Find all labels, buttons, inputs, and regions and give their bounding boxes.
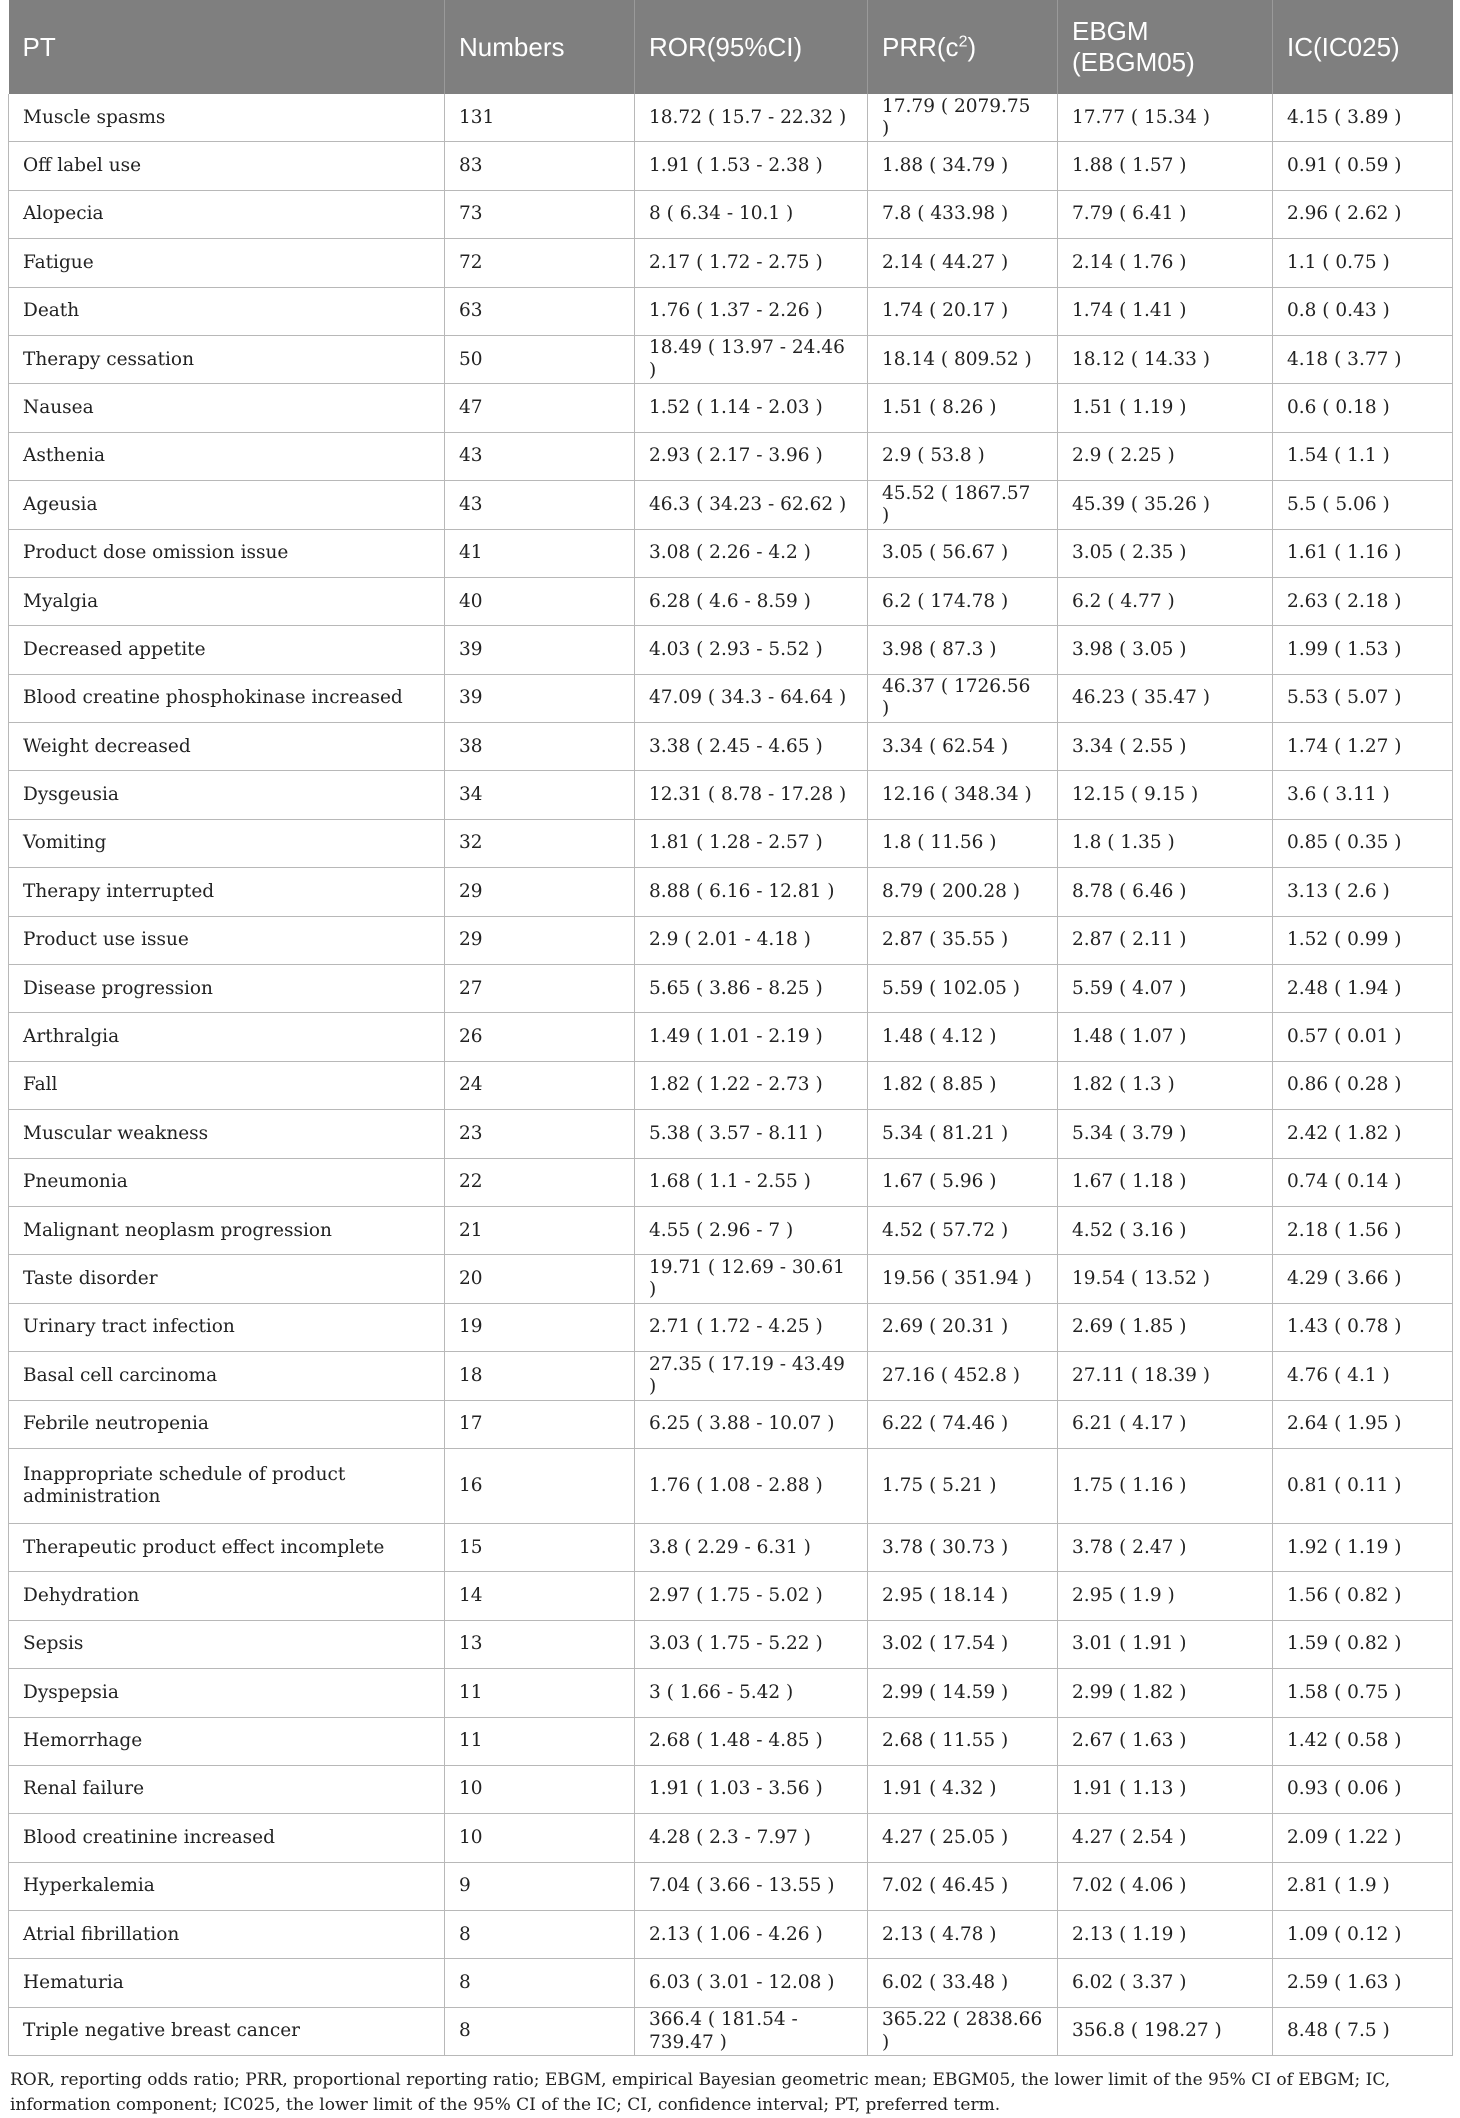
table-row (9, 674, 1453, 722)
cell-ror: 3 ( 1.66 - 5.42 ) (635, 1669, 868, 1717)
table-row (9, 1400, 1453, 1448)
cell-ebgm: 5.59 ( 4.07 ) (1058, 965, 1273, 1013)
cell-ebgm: 1.48 ( 1.07 ) (1058, 1013, 1273, 1061)
cell-ic: 2.59 ( 1.63 ) (1273, 1959, 1453, 2007)
cell-ic: 1.58 ( 0.75 ) (1273, 1669, 1453, 1717)
cell-numbers: 10 (445, 1765, 635, 1813)
cell-ebgm: 2.14 ( 1.76 ) (1058, 239, 1273, 287)
cell-ebgm: 2.95 ( 1.9 ) (1058, 1572, 1273, 1620)
cell-prr: 1.74 ( 20.17 ) (868, 287, 1058, 335)
cell-numbers: 21 (445, 1206, 635, 1254)
cell-prr: 3.02 ( 17.54 ) (868, 1620, 1058, 1668)
cell-ebgm: 2.13 ( 1.19 ) (1058, 1911, 1273, 1959)
cell-ror: 18.49 ( 13.97 - 24.46 ) (635, 335, 868, 383)
cell-ror: 2.71 ( 1.72 - 4.25 ) (635, 1303, 868, 1351)
cell-ebgm: 2.69 ( 1.85 ) (1058, 1303, 1273, 1351)
table-row (9, 723, 1453, 771)
cell-numbers: 39 (445, 674, 635, 722)
cell-ror: 2.13 ( 1.06 - 4.26 ) (635, 1911, 868, 1959)
cell-ror: 3.38 ( 2.45 - 4.65 ) (635, 723, 868, 771)
table-row (9, 481, 1453, 529)
cell-pt: Hemorrhage (9, 1717, 445, 1765)
cell-pt: Death (9, 287, 445, 335)
cell-pt: Blood creatinine increased (9, 1814, 445, 1862)
cell-numbers: 20 (445, 1255, 635, 1303)
cell-ror: 1.81 ( 1.28 - 2.57 ) (635, 819, 868, 867)
cell-ebgm: 3.34 ( 2.55 ) (1058, 723, 1273, 771)
cell-ror: 2.17 ( 1.72 - 2.75 ) (635, 239, 868, 287)
cell-ebgm: 27.11 ( 18.39 ) (1058, 1352, 1273, 1400)
table-row (9, 1523, 1453, 1571)
cell-prr: 3.05 ( 56.67 ) (868, 529, 1058, 577)
cell-ror: 6.25 ( 3.88 - 10.07 ) (635, 1400, 868, 1448)
header-prr (868, 0, 1058, 94)
cell-prr: 46.37 ( 1726.56 ) (868, 674, 1058, 722)
cell-ebgm: 3.01 ( 1.91 ) (1058, 1620, 1273, 1668)
cell-ror: 1.91 ( 1.03 - 3.56 ) (635, 1765, 868, 1813)
cell-prr: 365.22 ( 2838.66 ) (868, 2007, 1058, 2055)
cell-ebgm: 2.99 ( 1.82 ) (1058, 1669, 1273, 1717)
cell-ic: 1.74 ( 1.27 ) (1273, 723, 1453, 771)
cell-pt: Myalgia (9, 577, 445, 625)
cell-ror: 1.68 ( 1.1 - 2.55 ) (635, 1158, 868, 1206)
cell-prr: 1.51 ( 8.26 ) (868, 384, 1058, 432)
cell-ror: 47.09 ( 34.3 - 64.64 ) (635, 674, 868, 722)
cell-ror: 19.71 ( 12.69 - 30.61 ) (635, 1255, 868, 1303)
cell-ror: 8 ( 6.34 - 10.1 ) (635, 190, 868, 238)
cell-ebgm: 19.54 ( 13.52 ) (1058, 1255, 1273, 1303)
cell-prr: 6.2 ( 174.78 ) (868, 577, 1058, 625)
cell-pt: Muscular weakness (9, 1110, 445, 1158)
cell-ic: 1.1 ( 0.75 ) (1273, 239, 1453, 287)
table-body (9, 94, 1453, 2056)
cell-prr: 1.91 ( 4.32 ) (868, 1765, 1058, 1813)
cell-prr: 1.8 ( 11.56 ) (868, 819, 1058, 867)
cell-prr: 4.52 ( 57.72 ) (868, 1206, 1058, 1254)
cell-numbers: 27 (445, 965, 635, 1013)
table-row (9, 868, 1453, 916)
table-row (9, 1013, 1453, 1061)
cell-numbers: 40 (445, 577, 635, 625)
cell-pt: Urinary tract infection (9, 1303, 445, 1351)
cell-ebgm: 1.88 ( 1.57 ) (1058, 142, 1273, 190)
cell-numbers: 72 (445, 239, 635, 287)
table-row (9, 287, 1453, 335)
table-row (9, 1352, 1453, 1400)
cell-ic: 2.96 ( 2.62 ) (1273, 190, 1453, 238)
cell-numbers: 14 (445, 1572, 635, 1620)
cell-numbers: 22 (445, 1158, 635, 1206)
results-table (8, 0, 1453, 2056)
table-row (9, 577, 1453, 625)
header-numbers: Numbers (445, 0, 635, 94)
cell-prr: 45.52 ( 1867.57 ) (868, 481, 1058, 529)
header-ror: ROR(95%CI) (635, 0, 868, 94)
cell-ror: 4.55 ( 2.96 - 7 ) (635, 1206, 868, 1254)
cell-pt: Decreased appetite (9, 626, 445, 674)
cell-numbers: 26 (445, 1013, 635, 1061)
cell-ic: 3.6 ( 3.11 ) (1273, 771, 1453, 819)
cell-ic: 2.63 ( 2.18 ) (1273, 577, 1453, 625)
cell-prr: 2.13 ( 4.78 ) (868, 1911, 1058, 1959)
cell-ebgm: 1.67 ( 1.18 ) (1058, 1158, 1273, 1206)
cell-ror: 4.03 ( 2.93 - 5.52 ) (635, 626, 868, 674)
cell-pt: Therapy interrupted (9, 868, 445, 916)
table-row (9, 1303, 1453, 1351)
cell-pt: Muscle spasms (9, 94, 445, 142)
table-row (9, 1158, 1453, 1206)
cell-prr: 7.8 ( 433.98 ) (868, 190, 1058, 238)
cell-ic: 2.42 ( 1.82 ) (1273, 1110, 1453, 1158)
cell-ic: 0.81 ( 0.11 ) (1273, 1448, 1453, 1523)
cell-ic: 5.53 ( 5.07 ) (1273, 674, 1453, 722)
cell-ic: 0.91 ( 0.59 ) (1273, 142, 1453, 190)
cell-ebgm: 1.91 ( 1.13 ) (1058, 1765, 1273, 1813)
cell-pt: Basal cell carcinoma (9, 1352, 445, 1400)
cell-numbers: 73 (445, 190, 635, 238)
cell-numbers: 41 (445, 529, 635, 577)
cell-numbers: 9 (445, 1862, 635, 1910)
cell-pt: Hematuria (9, 1959, 445, 2007)
cell-prr: 2.87 ( 35.55 ) (868, 916, 1058, 964)
cell-ic: 5.5 ( 5.06 ) (1273, 481, 1453, 529)
cell-prr: 1.75 ( 5.21 ) (868, 1448, 1058, 1523)
cell-ic: 3.13 ( 2.6 ) (1273, 868, 1453, 916)
cell-ic: 2.48 ( 1.94 ) (1273, 965, 1453, 1013)
cell-ror: 6.03 ( 3.01 - 12.08 ) (635, 1959, 868, 2007)
cell-pt: Nausea (9, 384, 445, 432)
header-prr-main: PRR(c (882, 31, 959, 62)
cell-prr: 6.22 ( 74.46 ) (868, 1400, 1058, 1448)
cell-ebgm: 12.15 ( 9.15 ) (1058, 771, 1273, 819)
cell-prr: 3.78 ( 30.73 ) (868, 1523, 1058, 1571)
header-prr-superscript: 2 (958, 32, 968, 50)
cell-numbers: 23 (445, 1110, 635, 1158)
cell-ic: 4.18 ( 3.77 ) (1273, 335, 1453, 383)
cell-ebgm: 2.87 ( 2.11 ) (1058, 916, 1273, 964)
cell-ic: 0.86 ( 0.28 ) (1273, 1061, 1453, 1109)
table-row (9, 384, 1453, 432)
cell-prr: 1.67 ( 5.96 ) (868, 1158, 1058, 1206)
cell-numbers: 34 (445, 771, 635, 819)
cell-ror: 1.91 ( 1.53 - 2.38 ) (635, 142, 868, 190)
cell-ic: 0.57 ( 0.01 ) (1273, 1013, 1453, 1061)
cell-numbers: 43 (445, 432, 635, 480)
cell-ebgm: 2.9 ( 2.25 ) (1058, 432, 1273, 480)
cell-numbers: 11 (445, 1717, 635, 1765)
cell-ror: 5.38 ( 3.57 - 8.11 ) (635, 1110, 868, 1158)
cell-numbers: 19 (445, 1303, 635, 1351)
cell-ebgm: 1.51 ( 1.19 ) (1058, 384, 1273, 432)
cell-ebgm: 7.79 ( 6.41 ) (1058, 190, 1273, 238)
cell-ic: 0.6 ( 0.18 ) (1273, 384, 1453, 432)
cell-ror: 5.65 ( 3.86 - 8.25 ) (635, 965, 868, 1013)
cell-pt: Inappropriate schedule of product administration (9, 1448, 445, 1523)
table-row (9, 1572, 1453, 1620)
cell-pt: Dyspepsia (9, 1669, 445, 1717)
cell-numbers: 29 (445, 916, 635, 964)
cell-pt: Atrial fibrillation (9, 1911, 445, 1959)
table-row (9, 142, 1453, 190)
cell-pt: Hyperkalemia (9, 1862, 445, 1910)
cell-ebgm: 2.67 ( 1.63 ) (1058, 1717, 1273, 1765)
cell-prr: 2.95 ( 18.14 ) (868, 1572, 1058, 1620)
cell-ebgm: 1.82 ( 1.3 ) (1058, 1061, 1273, 1109)
table-row (9, 94, 1453, 142)
cell-ror: 3.03 ( 1.75 - 5.22 ) (635, 1620, 868, 1668)
cell-ebgm: 6.21 ( 4.17 ) (1058, 1400, 1273, 1448)
cell-ic: 1.42 ( 0.58 ) (1273, 1717, 1453, 1765)
table-row (9, 916, 1453, 964)
cell-ic: 1.52 ( 0.99 ) (1273, 916, 1453, 964)
cell-ror: 27.35 ( 17.19 - 43.49 ) (635, 1352, 868, 1400)
cell-prr: 5.59 ( 102.05 ) (868, 965, 1058, 1013)
cell-ic: 1.43 ( 0.78 ) (1273, 1303, 1453, 1351)
cell-prr: 8.79 ( 200.28 ) (868, 868, 1058, 916)
cell-prr: 18.14 ( 809.52 ) (868, 335, 1058, 383)
cell-ic: 1.59 ( 0.82 ) (1273, 1620, 1453, 1668)
cell-pt: Off label use (9, 142, 445, 190)
cell-ror: 1.76 ( 1.08 - 2.88 ) (635, 1448, 868, 1523)
cell-ror: 1.76 ( 1.37 - 2.26 ) (635, 287, 868, 335)
header-prr-end: ) (967, 31, 977, 62)
cell-pt: Sepsis (9, 1620, 445, 1668)
table-row (9, 965, 1453, 1013)
cell-ror: 3.8 ( 2.29 - 6.31 ) (635, 1523, 868, 1571)
cell-pt: Arthralgia (9, 1013, 445, 1061)
table-row (9, 1669, 1453, 1717)
cell-ic: 2.09 ( 1.22 ) (1273, 1814, 1453, 1862)
table-row (9, 771, 1453, 819)
cell-ror: 2.68 ( 1.48 - 4.85 ) (635, 1717, 868, 1765)
cell-ebgm: 3.05 ( 2.35 ) (1058, 529, 1273, 577)
table-row (9, 1110, 1453, 1158)
cell-ebgm: 46.23 ( 35.47 ) (1058, 674, 1273, 722)
cell-ic: 0.74 ( 0.14 ) (1273, 1158, 1453, 1206)
cell-pt: Malignant neoplasm progression (9, 1206, 445, 1254)
table-row (9, 1959, 1453, 2007)
table-row (9, 1061, 1453, 1109)
table-row (9, 1862, 1453, 1910)
cell-pt: Vomiting (9, 819, 445, 867)
header-ebgm-line2: (EBGM05) (1072, 47, 1195, 77)
cell-pt: Product use issue (9, 916, 445, 964)
cell-numbers: 43 (445, 481, 635, 529)
cell-numbers: 13 (445, 1620, 635, 1668)
cell-ebgm: 45.39 ( 35.26 ) (1058, 481, 1273, 529)
cell-numbers: 8 (445, 1911, 635, 1959)
cell-pt: Fall (9, 1061, 445, 1109)
cell-pt: Disease progression (9, 965, 445, 1013)
cell-ic: 1.09 ( 0.12 ) (1273, 1911, 1453, 1959)
cell-ebgm: 3.98 ( 3.05 ) (1058, 626, 1273, 674)
cell-numbers: 15 (445, 1523, 635, 1571)
cell-numbers: 18 (445, 1352, 635, 1400)
cell-numbers: 32 (445, 819, 635, 867)
header-row (9, 0, 1453, 94)
cell-pt: Product dose omission issue (9, 529, 445, 577)
cell-ror: 46.3 ( 34.23 - 62.62 ) (635, 481, 868, 529)
table-row (9, 1206, 1453, 1254)
table-footnote: ROR, reporting odds ratio; PRR, proportional reporting ratio; EBGM, empirical Bayesian geometric mean; EBGM05, the lower limit of the 95% CI of EBGM; IC, information component; IC025, the lower limit of the 95% CI of the IC; CI, confidence interval; PT, preferred term. (10, 2070, 1391, 2115)
table-row (9, 239, 1453, 287)
cell-ic: 4.15 ( 3.89 ) (1273, 94, 1453, 142)
cell-prr: 1.88 ( 34.79 ) (868, 142, 1058, 190)
cell-ebgm: 4.52 ( 3.16 ) (1058, 1206, 1273, 1254)
cell-ror: 1.49 ( 1.01 - 2.19 ) (635, 1013, 868, 1061)
cell-ror: 1.82 ( 1.22 - 2.73 ) (635, 1061, 868, 1109)
table-header (9, 0, 1453, 94)
cell-pt: Therapy cessation (9, 335, 445, 383)
cell-ror: 2.9 ( 2.01 - 4.18 ) (635, 916, 868, 964)
table-row (9, 1620, 1453, 1668)
cell-ror: 1.52 ( 1.14 - 2.03 ) (635, 384, 868, 432)
table-row (9, 529, 1453, 577)
cell-pt: Asthenia (9, 432, 445, 480)
cell-pt: Febrile neutropenia (9, 1400, 445, 1448)
cell-ebgm: 3.78 ( 2.47 ) (1058, 1523, 1273, 1571)
cell-ic: 1.54 ( 1.1 ) (1273, 432, 1453, 480)
cell-ebgm: 1.8 ( 1.35 ) (1058, 819, 1273, 867)
cell-prr: 2.14 ( 44.27 ) (868, 239, 1058, 287)
cell-pt: Dysgeusia (9, 771, 445, 819)
table-row (9, 190, 1453, 238)
cell-pt: Pneumonia (9, 1158, 445, 1206)
cell-ror: 7.04 ( 3.66 - 13.55 ) (635, 1862, 868, 1910)
table-row (9, 1255, 1453, 1303)
cell-prr: 2.9 ( 53.8 ) (868, 432, 1058, 480)
cell-pt: Taste disorder (9, 1255, 445, 1303)
table-row (9, 626, 1453, 674)
table-row (9, 1765, 1453, 1813)
cell-numbers: 16 (445, 1448, 635, 1523)
cell-ic: 0.85 ( 0.35 ) (1273, 819, 1453, 867)
cell-prr: 19.56 ( 351.94 ) (868, 1255, 1058, 1303)
cell-numbers: 17 (445, 1400, 635, 1448)
cell-numbers: 50 (445, 335, 635, 383)
cell-ror: 4.28 ( 2.3 - 7.97 ) (635, 1814, 868, 1862)
header-ebgm (1058, 0, 1273, 94)
table-row (9, 819, 1453, 867)
cell-prr: 2.68 ( 11.55 ) (868, 1717, 1058, 1765)
cell-prr: 2.69 ( 20.31 ) (868, 1303, 1058, 1351)
cell-ic: 0.93 ( 0.06 ) (1273, 1765, 1453, 1813)
cell-ic: 8.48 ( 7.5 ) (1273, 2007, 1453, 2055)
cell-pt: Ageusia (9, 481, 445, 529)
cell-ror: 8.88 ( 6.16 - 12.81 ) (635, 868, 868, 916)
cell-numbers: 39 (445, 626, 635, 674)
cell-ic: 4.76 ( 4.1 ) (1273, 1352, 1453, 1400)
cell-ebgm: 18.12 ( 14.33 ) (1058, 335, 1273, 383)
cell-ic: 1.61 ( 1.16 ) (1273, 529, 1453, 577)
cell-pt: Therapeutic product effect incomplete (9, 1523, 445, 1571)
cell-pt: Weight decreased (9, 723, 445, 771)
cell-prr: 27.16 ( 452.8 ) (868, 1352, 1058, 1400)
cell-ebgm: 5.34 ( 3.79 ) (1058, 1110, 1273, 1158)
cell-numbers: 63 (445, 287, 635, 335)
cell-ebgm: 17.77 ( 15.34 ) (1058, 94, 1273, 142)
cell-ror: 366.4 ( 181.54 - 739.47 ) (635, 2007, 868, 2055)
cell-prr: 1.82 ( 8.85 ) (868, 1061, 1058, 1109)
table-row (9, 1814, 1453, 1862)
table-row (9, 1717, 1453, 1765)
cell-ic: 0.8 ( 0.43 ) (1273, 287, 1453, 335)
cell-prr: 7.02 ( 46.45 ) (868, 1862, 1058, 1910)
cell-prr: 6.02 ( 33.48 ) (868, 1959, 1058, 2007)
table-row (9, 1448, 1453, 1523)
cell-numbers: 10 (445, 1814, 635, 1862)
cell-pt: Dehydration (9, 1572, 445, 1620)
cell-ic: 2.81 ( 1.9 ) (1273, 1862, 1453, 1910)
cell-ebgm: 356.8 ( 198.27 ) (1058, 2007, 1273, 2055)
cell-ebgm: 1.74 ( 1.41 ) (1058, 287, 1273, 335)
cell-ic: 1.56 ( 0.82 ) (1273, 1572, 1453, 1620)
cell-ror: 3.08 ( 2.26 - 4.2 ) (635, 529, 868, 577)
cell-ror: 2.97 ( 1.75 - 5.02 ) (635, 1572, 868, 1620)
cell-numbers: 47 (445, 384, 635, 432)
cell-ebgm: 6.02 ( 3.37 ) (1058, 1959, 1273, 2007)
cell-prr: 2.99 ( 14.59 ) (868, 1669, 1058, 1717)
cell-prr: 4.27 ( 25.05 ) (868, 1814, 1058, 1862)
cell-numbers: 24 (445, 1061, 635, 1109)
cell-ror: 18.72 ( 15.7 - 22.32 ) (635, 94, 868, 142)
cell-pt: Fatigue (9, 239, 445, 287)
cell-numbers: 8 (445, 1959, 635, 2007)
cell-pt: Alopecia (9, 190, 445, 238)
cell-ic: 1.92 ( 1.19 ) (1273, 1523, 1453, 1571)
cell-prr: 1.48 ( 4.12 ) (868, 1013, 1058, 1061)
table-row (9, 1911, 1453, 1959)
header-pt: PT (9, 0, 445, 94)
cell-ebgm: 1.75 ( 1.16 ) (1058, 1448, 1273, 1523)
cell-pt: Triple negative breast cancer (9, 2007, 445, 2055)
cell-numbers: 8 (445, 2007, 635, 2055)
cell-ebgm: 8.78 ( 6.46 ) (1058, 868, 1273, 916)
header-ic: IC(IC025) (1273, 0, 1453, 94)
cell-ebgm: 6.2 ( 4.77 ) (1058, 577, 1273, 625)
cell-numbers: 11 (445, 1669, 635, 1717)
cell-pt: Blood creatine phosphokinase increased (9, 674, 445, 722)
cell-pt: Renal failure (9, 1765, 445, 1813)
cell-ic: 2.64 ( 1.95 ) (1273, 1400, 1453, 1448)
table-row (9, 335, 1453, 383)
cell-ror: 2.93 ( 2.17 - 3.96 ) (635, 432, 868, 480)
cell-numbers: 131 (445, 94, 635, 142)
cell-ebgm: 7.02 ( 4.06 ) (1058, 1862, 1273, 1910)
cell-ic: 4.29 ( 3.66 ) (1273, 1255, 1453, 1303)
table-row (9, 432, 1453, 480)
cell-prr: 5.34 ( 81.21 ) (868, 1110, 1058, 1158)
cell-numbers: 83 (445, 142, 635, 190)
cell-prr: 3.98 ( 87.3 ) (868, 626, 1058, 674)
cell-ic: 2.18 ( 1.56 ) (1273, 1206, 1453, 1254)
table-row (9, 2007, 1453, 2055)
cell-ror: 12.31 ( 8.78 - 17.28 ) (635, 771, 868, 819)
cell-prr: 12.16 ( 348.34 ) (868, 771, 1058, 819)
cell-prr: 17.79 ( 2079.75 ) (868, 94, 1058, 142)
cell-numbers: 38 (445, 723, 635, 771)
cell-ror: 6.28 ( 4.6 - 8.59 ) (635, 577, 868, 625)
cell-ebgm: 4.27 ( 2.54 ) (1058, 1814, 1273, 1862)
cell-ic: 1.99 ( 1.53 ) (1273, 626, 1453, 674)
header-ebgm-line1: EBGM (1072, 16, 1149, 46)
cell-prr: 3.34 ( 62.54 ) (868, 723, 1058, 771)
cell-numbers: 29 (445, 868, 635, 916)
